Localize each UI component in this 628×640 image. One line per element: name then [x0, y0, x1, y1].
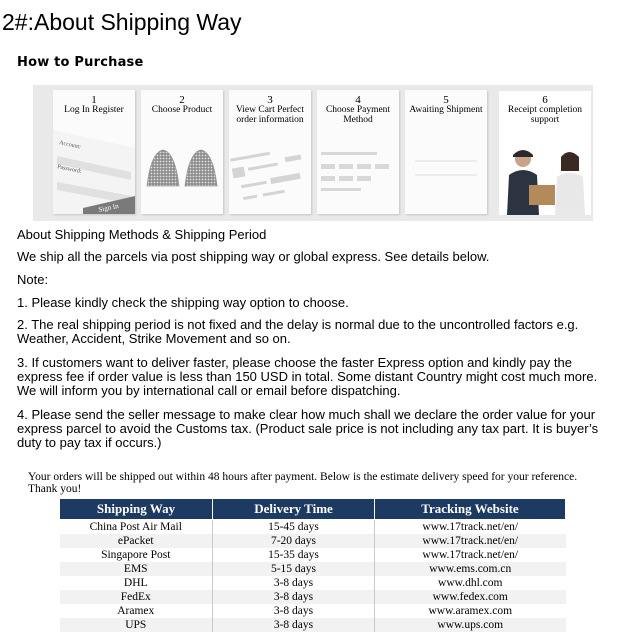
shipping-methods-heading: About Shipping Methods & Shipping Period — [17, 227, 267, 242]
step-label: Log In Register — [64, 105, 124, 115]
step-number: 2 — [179, 94, 185, 106]
step-number: 3 — [267, 94, 273, 106]
table-row — [60, 548, 566, 562]
step-number: 1 — [91, 94, 97, 106]
delivery-time-cell: 3-8 days — [213, 618, 375, 632]
page-title: 2#:About Shipping Way — [2, 9, 242, 35]
tracking-website-cell: www.fedex.com — [432, 591, 508, 603]
delivery-time-cell: 15-35 days — [213, 548, 375, 562]
tracking-website-cell: www.ups.com — [437, 619, 504, 631]
shipping-way-cell: UPS — [60, 618, 213, 632]
step-card-login — [53, 90, 135, 214]
column-header: Shipping Way — [60, 499, 213, 520]
delivery-time-cell: 5-15 days — [213, 562, 375, 576]
step-label: Choose Payment Method — [325, 105, 391, 125]
table-row — [60, 590, 566, 604]
step-card-choose-product — [141, 90, 223, 214]
note-label: Note: — [17, 272, 49, 287]
table-row — [60, 534, 566, 548]
table-header-row — [60, 499, 566, 520]
shipping-way-cell: FedEx — [60, 590, 213, 604]
step-number: 6 — [542, 94, 548, 106]
step-label: View Cart Perfect order information — [235, 105, 304, 125]
shipping-way-cell: ePacket — [60, 534, 213, 548]
step-card-choose-payment — [317, 90, 399, 214]
shipping-way-cell: China Post Air Mail — [60, 520, 213, 535]
delivery-time-cell: 15-45 days — [213, 520, 375, 535]
payment-form-illustration — [317, 130, 399, 214]
tracking-website-cell: www.aramex.com — [428, 605, 513, 617]
password-label: Password: — [56, 164, 82, 176]
table-row — [60, 618, 566, 632]
shipping-table — [59, 498, 566, 632]
tracking-website-cell: www.ems.com.cn — [429, 563, 512, 575]
table-row — [60, 576, 566, 590]
note-item: 1. Please kindly check the shipping way option to choose. — [17, 295, 349, 310]
shipping-intro: We ship all the parcels via post shipping way or global express. See details below. — [17, 249, 490, 264]
shipping-way-cell: EMS — [60, 562, 213, 576]
shipping-way-cell: Aramex — [60, 604, 213, 618]
note-item: 4. Please send the seller message to make clear how much shall we declare the order value for your express parcel to avoid the Customs tax. (Product sale price is not including any tax part. It is buyer’s duty to pay tax if occurs.) — [17, 407, 599, 450]
account-label: Account: — [58, 140, 82, 151]
tracking-website-cell: www.17track.net/en/ — [422, 535, 519, 547]
column-header: Tracking Website — [375, 499, 566, 520]
delivery-time-cell: 7-20 days — [213, 534, 375, 548]
step-number: 4 — [355, 94, 361, 106]
tracking-website-cell: www.dhl.com — [438, 577, 503, 589]
note-item: 3. If customers want to deliver faster, please choose the faster Express option and kindly pay the express fee if order value is less than 150 USD in total. Some distant Country might cost much more. We will inform you by international call or email before dispatching. — [17, 355, 598, 398]
note-item: 2. The real shipping period is not fixed and the delay is normal due to the uncontrolled factors e.g. Weather, Accident, Strike Movement and so on. — [17, 317, 579, 346]
shipping-way-cell: DHL — [60, 576, 213, 590]
column-header: Delivery Time — [213, 499, 375, 520]
step-label: Receipt completion support — [507, 105, 583, 125]
step-card-view-cart — [229, 90, 311, 214]
table-body — [60, 520, 566, 633]
login-form-illustration — [53, 130, 135, 214]
shipment-placeholder-illustration — [405, 130, 487, 214]
purchase-steps-banner — [33, 85, 593, 221]
delivery-time-cell: 3-8 days — [213, 576, 375, 590]
cart-form-illustration — [229, 130, 311, 214]
step-card-awaiting-shipment — [405, 90, 487, 214]
tracking-website-cell: www.17track.net/en/ — [422, 549, 519, 561]
shipping-way-cell: Singapore Post — [60, 548, 213, 562]
product-earrings-icon — [141, 130, 223, 214]
step-label: Awaiting Shipment — [409, 105, 483, 115]
table-row — [60, 562, 566, 576]
delivery-time-cell: 3-8 days — [213, 604, 375, 618]
orders-intro: Your orders will be shipped out within 48 hours after payment. Below is the estimate delivery speed for your reference. Thank you! — [28, 471, 578, 495]
tracking-website-cell: www.17track.net/en/ — [422, 521, 519, 533]
table-row — [60, 604, 566, 618]
how-to-purchase-heading: How to Purchase — [17, 55, 144, 70]
step-label: Choose Product — [151, 105, 213, 115]
delivery-time-cell: 3-8 days — [213, 590, 375, 604]
sign-in-label: Sign In — [97, 201, 120, 214]
table-row — [60, 520, 566, 535]
step-number: 5 — [443, 94, 449, 106]
